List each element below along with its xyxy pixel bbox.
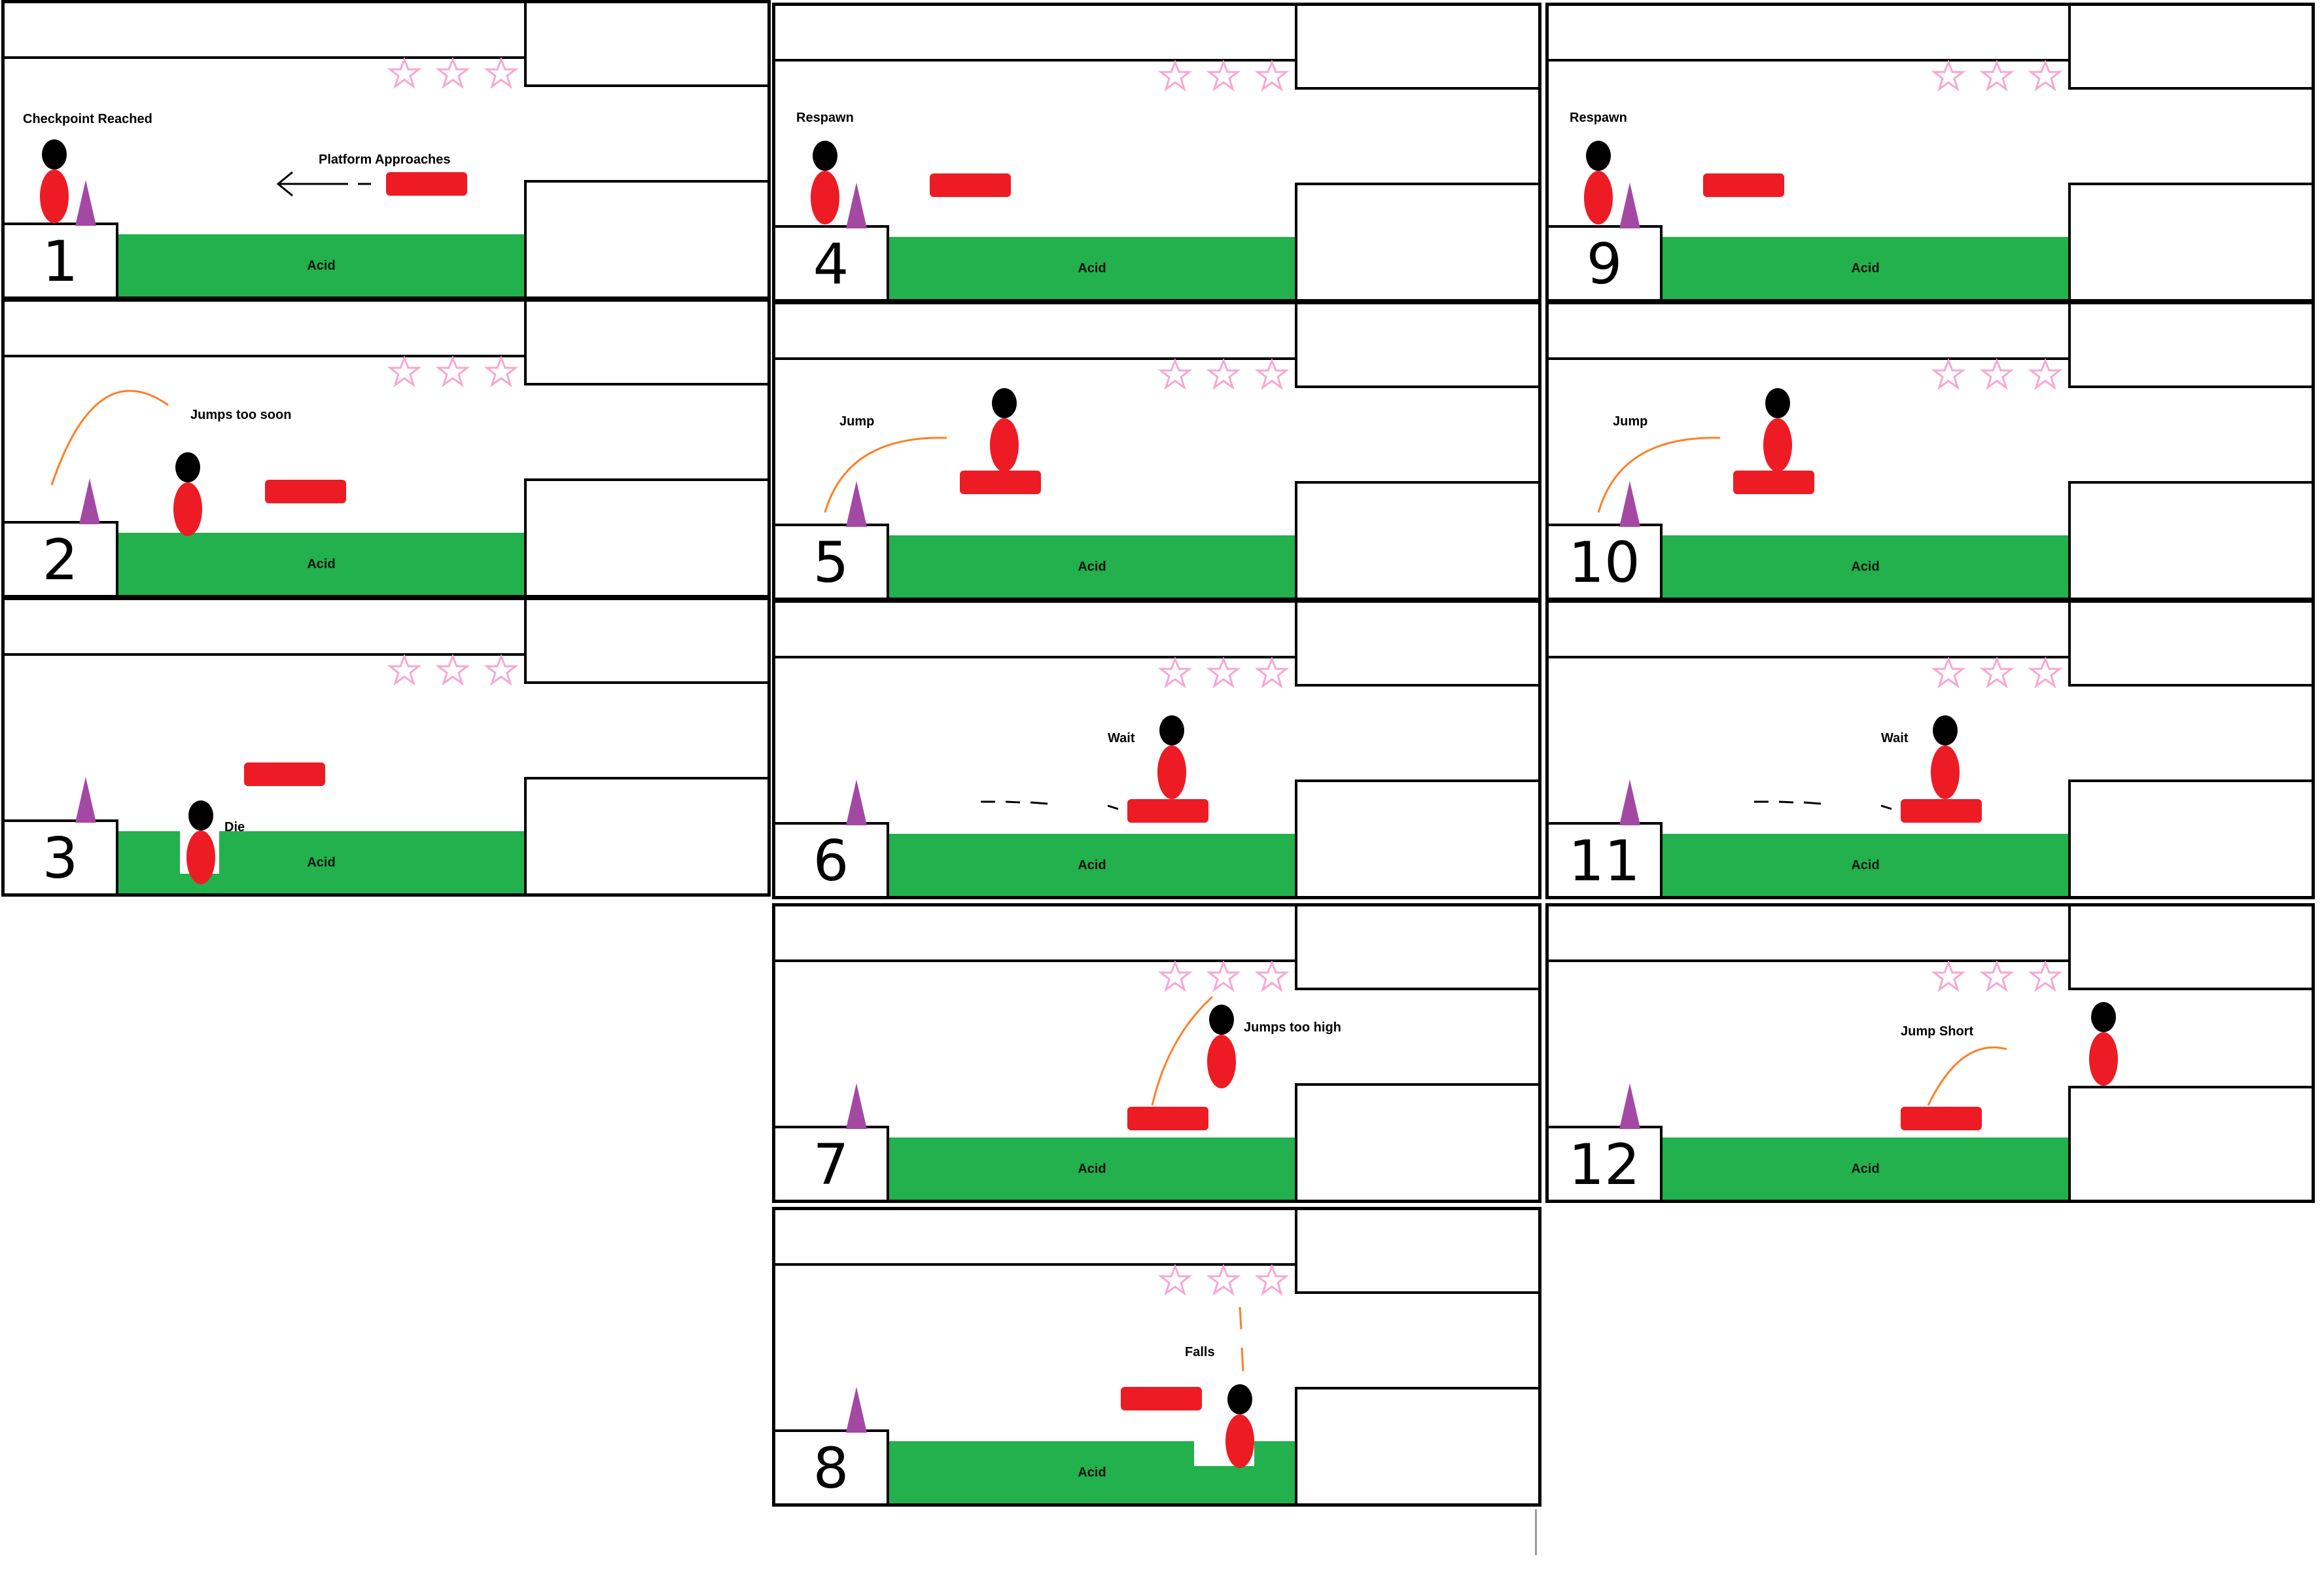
star-icon — [487, 358, 516, 385]
star-icon — [1209, 659, 1238, 686]
star-icon — [1161, 62, 1189, 89]
acid-label: Acid — [1851, 858, 1880, 872]
panel-top-right-block — [2068, 304, 2312, 388]
panel-number: 7 — [813, 1132, 849, 1198]
checkpoint-cone-icon — [75, 180, 96, 226]
acid-pool — [889, 535, 1295, 599]
star-rating — [1157, 656, 1301, 689]
star-icon — [487, 656, 516, 683]
panel-caption: Jump — [1613, 414, 1648, 429]
character — [990, 388, 1019, 472]
panel-right-ledge — [524, 180, 767, 298]
panel-6 — [772, 600, 1541, 899]
panel-right-ledge — [2068, 481, 2312, 599]
star-icon — [1982, 963, 2011, 990]
arrow-left-icon — [278, 172, 292, 196]
star-icon — [1161, 1266, 1189, 1293]
panel-caption: Wait — [1108, 731, 1135, 745]
star-icon — [1258, 1266, 1286, 1293]
start-ledge — [775, 225, 889, 300]
moving-platform — [930, 173, 1011, 197]
star-icon — [438, 358, 467, 385]
character — [1763, 388, 1792, 472]
acid-pool — [1663, 834, 2068, 897]
star-icon — [438, 656, 467, 683]
star-icon — [390, 656, 419, 683]
panel-5 — [772, 301, 1541, 601]
star-icon — [390, 60, 419, 86]
checkpoint-cone-icon — [846, 481, 867, 527]
panel-number: 12 — [1568, 1132, 1640, 1198]
panel-top-right-block — [2068, 603, 2312, 687]
moving-platform — [386, 172, 467, 196]
start-ledge — [775, 524, 889, 599]
star-icon — [1982, 659, 2011, 686]
panel-top-right-block — [524, 302, 767, 385]
star-rating — [1157, 960, 1301, 993]
start-ledge — [1549, 822, 1663, 897]
moving-platform — [960, 471, 1041, 494]
acid-pool — [889, 237, 1295, 300]
checkpoint-cone-icon — [846, 1083, 867, 1129]
panel-7 — [772, 903, 1541, 1203]
panel-1 — [1, 0, 771, 300]
moving-platform — [1901, 799, 1982, 823]
panel-right-ledge — [1295, 481, 1538, 599]
panel-top-right-block — [1295, 1210, 1538, 1294]
star-icon — [1258, 659, 1286, 686]
panel-top-right-block — [2068, 6, 2312, 90]
star-icon — [1209, 1266, 1238, 1293]
checkpoint-cone-icon — [79, 478, 100, 524]
panel-top-bar — [5, 302, 527, 357]
star-icon — [1934, 361, 1963, 387]
panel-caption: Jumps too soon — [190, 408, 292, 422]
character — [811, 141, 839, 224]
panel-right-ledge — [524, 478, 767, 596]
panel-top-bar — [1549, 603, 2071, 658]
acid-pool — [118, 533, 524, 596]
stray-line — [1535, 1509, 1537, 1555]
panel-top-bar — [1549, 906, 2071, 962]
character — [186, 800, 215, 884]
start-ledge — [775, 1429, 889, 1505]
acid-label: Acid — [1078, 1465, 1106, 1480]
star-rating — [1931, 960, 2075, 993]
checkpoint-cone-icon — [846, 1387, 867, 1433]
checkpoint-cone-icon — [846, 779, 867, 825]
acid-pool — [1663, 535, 2068, 599]
start-ledge — [1549, 1126, 1663, 1201]
moving-platform — [1703, 173, 1784, 197]
star-icon — [2031, 361, 2060, 387]
panel-9 — [1545, 3, 2315, 302]
star-rating — [387, 355, 531, 388]
panel-top-right-block — [524, 3, 767, 87]
panel-top-bar — [5, 3, 527, 59]
acid-pool — [118, 234, 524, 298]
checkpoint-cone-icon — [75, 777, 96, 823]
start-ledge — [775, 1126, 889, 1201]
character — [1584, 141, 1613, 224]
checkpoint-cone-icon — [1619, 779, 1640, 825]
moving-platform — [1127, 1107, 1208, 1130]
acid-label: Acid — [1078, 261, 1106, 276]
panel-caption-secondary: Platform Approaches — [319, 152, 451, 167]
panel-top-bar — [775, 6, 1297, 62]
checkpoint-cone-icon — [1619, 481, 1640, 527]
star-icon — [1258, 963, 1286, 990]
panel-caption: Jump — [839, 414, 875, 429]
star-icon — [1982, 361, 2011, 387]
star-icon — [1161, 659, 1189, 686]
star-rating — [1931, 60, 2075, 92]
star-icon — [1258, 62, 1286, 89]
panel-caption: Respawn — [796, 111, 854, 125]
start-ledge — [775, 822, 889, 897]
character — [1931, 715, 1960, 799]
moving-platform — [1733, 471, 1814, 494]
star-rating — [1157, 358, 1301, 391]
acid-label: Acid — [307, 855, 336, 870]
panel-11 — [1545, 600, 2315, 899]
panel-top-bar — [775, 906, 1297, 962]
star-icon — [438, 60, 467, 86]
star-icon — [1982, 62, 2011, 89]
star-icon — [1161, 963, 1189, 990]
panel-12 — [1545, 903, 2315, 1203]
acid-label: Acid — [1851, 560, 1880, 574]
panel-caption: Respawn — [1570, 111, 1627, 125]
star-icon — [2031, 659, 2060, 686]
panel-top-bar — [775, 603, 1297, 658]
star-icon — [2031, 963, 2060, 990]
panel-right-ledge — [1295, 779, 1538, 897]
panel-number: 11 — [1568, 828, 1640, 894]
acid-pool — [1663, 1137, 2068, 1201]
acid-label: Acid — [307, 557, 336, 571]
panel-caption: Falls — [1185, 1345, 1215, 1359]
moving-platform — [1121, 1387, 1202, 1410]
panel-number: 1 — [42, 228, 79, 295]
star-rating — [387, 57, 531, 90]
panel-right-ledge — [2068, 1086, 2312, 1203]
acid-label: Acid — [1078, 858, 1106, 872]
checkpoint-cone-icon — [1619, 183, 1640, 228]
star-icon — [487, 60, 516, 86]
character — [1207, 1005, 1236, 1088]
acid-label: Acid — [1078, 1162, 1106, 1176]
panel-number: 6 — [813, 828, 849, 894]
moving-platform — [265, 480, 346, 503]
acid-pool — [118, 831, 524, 895]
character — [1225, 1384, 1254, 1468]
acid-label: Acid — [307, 259, 336, 273]
panel-top-right-block — [1295, 906, 1538, 990]
panel-3 — [1, 597, 771, 897]
star-icon — [1209, 361, 1238, 387]
star-rating — [1931, 358, 2075, 391]
panel-right-ledge — [1295, 183, 1538, 300]
panel-2 — [1, 298, 771, 598]
panel-number: 10 — [1568, 529, 1640, 596]
star-rating — [1157, 60, 1301, 92]
moving-platform — [1901, 1107, 1982, 1130]
panel-caption: Die — [224, 820, 245, 834]
acid-label: Acid — [1851, 1162, 1880, 1176]
star-icon — [1209, 963, 1238, 990]
star-rating — [1931, 656, 2075, 689]
panel-caption: Wait — [1881, 731, 1909, 745]
star-icon — [1934, 62, 1963, 89]
acid-pool — [889, 1137, 1295, 1201]
panel-right-ledge — [524, 777, 767, 895]
star-icon — [1258, 361, 1286, 387]
moving-platform — [1127, 799, 1208, 823]
panel-10 — [1545, 301, 2315, 601]
panel-top-right-block — [2068, 906, 2312, 990]
panel-right-ledge — [2068, 779, 2312, 897]
panel-top-right-block — [1295, 603, 1538, 687]
panel-top-bar — [5, 600, 527, 656]
panel-top-bar — [775, 1210, 1297, 1266]
panel-caption: Checkpoint Reached — [23, 112, 152, 126]
panel-top-bar — [1549, 6, 2071, 62]
star-icon — [1209, 62, 1238, 89]
character — [173, 452, 202, 536]
checkpoint-cone-icon — [1619, 1083, 1640, 1129]
panel-top-right-block — [1295, 304, 1538, 388]
panel-top-right-block — [524, 600, 767, 684]
start-ledge — [5, 521, 118, 596]
acid-pool — [1663, 237, 2068, 300]
start-ledge — [5, 223, 118, 298]
panel-8 — [772, 1207, 1541, 1507]
start-ledge — [1549, 524, 1663, 599]
panel-right-ledge — [1295, 1083, 1538, 1201]
panel-caption: Jump Short — [1901, 1024, 1974, 1039]
panel-top-bar — [775, 304, 1297, 360]
star-icon — [390, 358, 419, 385]
star-rating — [1157, 1264, 1301, 1297]
character — [2089, 1002, 2118, 1086]
acid-pool — [889, 834, 1295, 897]
panel-top-bar — [1549, 304, 2071, 360]
panel-number: 2 — [42, 527, 79, 593]
character — [1157, 715, 1186, 799]
character — [40, 139, 69, 223]
panel-number: 5 — [813, 529, 849, 596]
start-ledge — [1549, 225, 1663, 300]
panel-4 — [772, 3, 1541, 302]
moving-platform — [244, 762, 325, 786]
star-icon — [1934, 963, 1963, 990]
star-icon — [2031, 62, 2060, 89]
panel-number: 9 — [1586, 231, 1623, 297]
start-ledge — [5, 819, 118, 895]
panel-top-right-block — [1295, 6, 1538, 90]
star-icon — [1161, 361, 1189, 387]
panel-number: 4 — [813, 231, 849, 297]
checkpoint-cone-icon — [846, 183, 867, 228]
panel-right-ledge — [1295, 1387, 1538, 1505]
panel-number: 3 — [42, 825, 79, 891]
star-icon — [1934, 659, 1963, 686]
panel-caption: Jumps too high — [1244, 1020, 1341, 1035]
panel-right-ledge — [2068, 183, 2312, 300]
panel-number: 8 — [813, 1435, 849, 1501]
acid-label: Acid — [1078, 560, 1106, 574]
acid-label: Acid — [1851, 261, 1880, 276]
star-rating — [387, 654, 531, 687]
